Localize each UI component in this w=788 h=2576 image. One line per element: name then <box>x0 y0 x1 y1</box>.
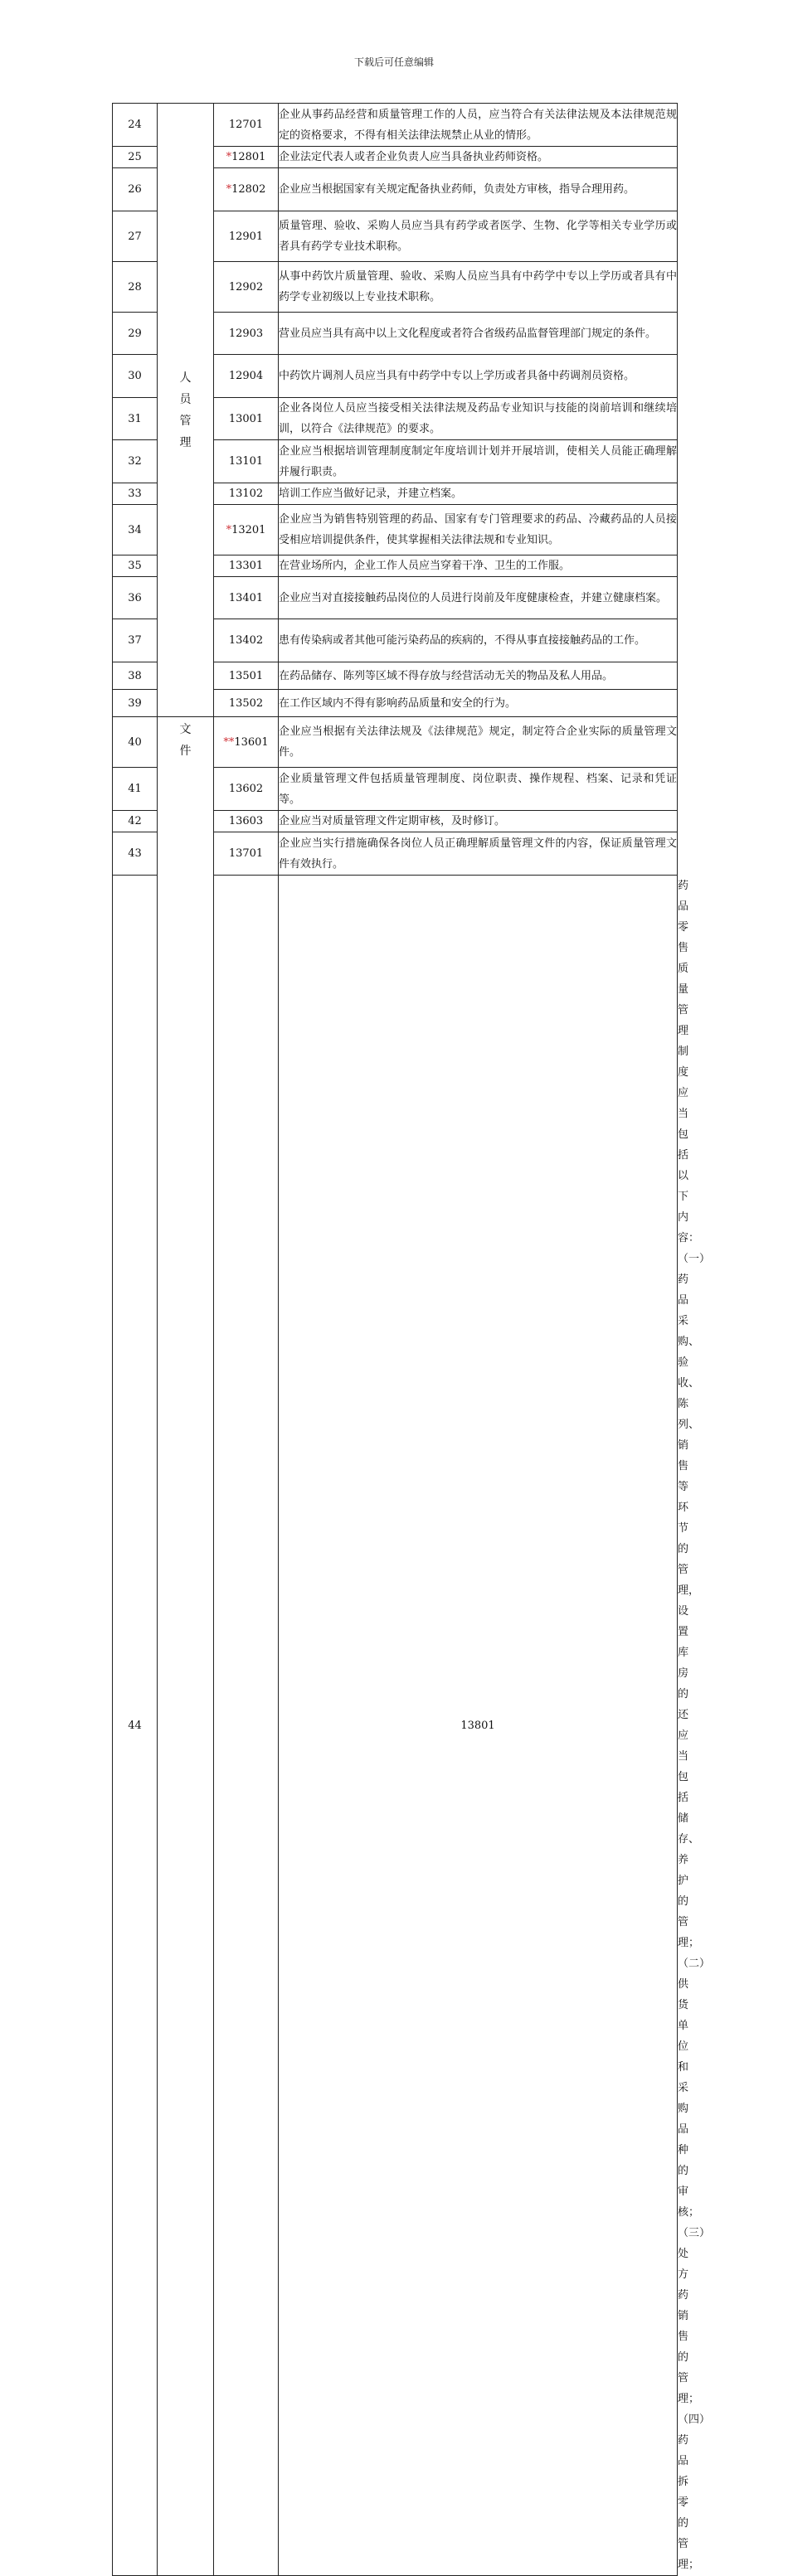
row-number: 34 <box>113 505 158 555</box>
item-code-value: 13402 <box>228 634 264 647</box>
item-description: 质量管理、验收、采购人员应当具有药学或者医学、生物、化学等相关专业学历或者具有药学专业技术职称。 <box>279 211 678 262</box>
item-code <box>214 717 279 768</box>
item-code-value: 12801 <box>231 151 266 163</box>
item-code <box>214 104 279 147</box>
item-code-value: 13603 <box>228 815 264 827</box>
row-number: 35 <box>113 555 158 577</box>
row-number: 41 <box>113 768 158 811</box>
item-code <box>214 619 279 662</box>
category-char: 理 <box>179 435 192 449</box>
item-code-value: 13801 <box>460 1719 495 1732</box>
item-code <box>214 440 279 483</box>
item-description: 企业质量管理文件包括质量管理制度、岗位职责、操作规程、档案、记录和凭证等。 <box>279 768 678 811</box>
row-number: 32 <box>113 440 158 483</box>
category-char: 管 <box>179 414 192 428</box>
item-code <box>214 577 279 619</box>
category-char: 件 <box>179 745 192 758</box>
item-code-value: 13102 <box>228 488 264 500</box>
item-description: 企业应当为销售特别管理的药品、国家有专门管理要求的药品、冷藏药品的人员接受相应培训提供条件，使其掌握相关法律法规和专业知识。 <box>279 505 678 555</box>
item-description: 营业员应当具有高中以上文化程度或者符合省级药品监督管理部门规定的条件。 <box>279 313 678 355</box>
key-item-marker: * <box>226 523 232 536</box>
item-code <box>214 811 279 832</box>
item-code <box>214 483 279 505</box>
row-number: 24 <box>113 104 158 147</box>
item-code <box>214 168 279 211</box>
page-header: 下载后可任意编辑 <box>353 56 434 68</box>
item-description: 企业应当根据国家有关规定配备执业药师，负责处方审核，指导合理用药。 <box>279 168 678 211</box>
row-number: 43 <box>113 832 158 876</box>
item-code-value: 12701 <box>228 119 264 131</box>
item-code <box>214 768 279 811</box>
row-number: 26 <box>113 168 158 211</box>
item-code-value: 13602 <box>228 783 264 795</box>
item-description: 患有传染病或者其他可能污染药品的疾病的，不得从事直接接触药品的工作。 <box>279 619 678 662</box>
table-row <box>113 717 678 768</box>
item-code <box>214 832 279 876</box>
item-code-value: 12802 <box>231 183 266 196</box>
item-code-value: 12904 <box>228 370 264 382</box>
item-code <box>214 147 279 168</box>
item-code-value: 13502 <box>228 696 264 710</box>
item-code <box>214 211 279 262</box>
table-row <box>113 104 678 147</box>
row-number: 40 <box>113 717 158 768</box>
item-code-value: 13301 <box>228 560 264 572</box>
item-description: 在营业场所内，企业工作人员应当穿着干净、卫生的工作服。 <box>279 555 678 577</box>
item-code-value: 13501 <box>228 669 264 682</box>
item-code <box>214 355 279 398</box>
item-code-value: 12903 <box>228 327 264 340</box>
row-number: 30 <box>113 355 158 398</box>
row-number: 39 <box>113 690 158 717</box>
row-number: 31 <box>113 398 158 440</box>
row-number: 42 <box>113 811 158 832</box>
row-number: 25 <box>113 147 158 168</box>
item-code <box>214 505 279 555</box>
category-char: 员 <box>179 392 192 406</box>
item-code-value: 13701 <box>228 847 264 860</box>
row-number: 27 <box>113 211 158 262</box>
item-code <box>214 262 279 313</box>
row-number: 37 <box>113 619 158 662</box>
item-code-value: 13001 <box>228 412 264 425</box>
category-char: 文 <box>179 723 192 736</box>
item-description: 企业应当根据有关法律法规及《法律规范》规定，制定符合企业实际的质量管理文件。 <box>279 717 678 768</box>
item-code <box>214 398 279 440</box>
table-row: 44 13801 药品零售质量管理制度应当包括以下内容： （一）药品采购、验收、陈列、销售等环节的管理，设置库房的还应当包括储存、养护的管理； （二）供货单位和采购品种的审核； （三）处方药销售的管理； （四）药品拆零的管理； <box>113 876 678 2576</box>
item-code-value: 13101 <box>228 455 264 468</box>
item-code-value: 13601 <box>234 735 269 749</box>
category-char: 人 <box>179 371 192 385</box>
item-code-value: 12902 <box>228 280 264 293</box>
item-description: 企业法定代表人或者企业负责人应当具备执业药师资格。 <box>279 147 678 168</box>
regulation-table <box>112 103 711 2576</box>
item-description: 企业应当对直接接触药品岗位的人员进行岗前及年度健康检查，并建立健康档案。 <box>279 577 678 619</box>
item-code <box>214 555 279 577</box>
item-code <box>214 313 279 355</box>
item-description: 企业各岗位人员应当接受相关法律法规及药品专业知识与技能的岗前培训和继续培训，以符合《法律规范》的要求。 <box>279 398 678 440</box>
key-item-marker: * <box>226 151 232 163</box>
item-description: 在药品储存、陈列等区域不得存放与经营活动无关的物品及私人用品。 <box>279 662 678 690</box>
item-code-value: 13201 <box>231 523 266 536</box>
item-description: 企业应当对质量管理文件定期审核，及时修订。 <box>279 811 678 832</box>
item-code <box>214 662 279 690</box>
category-personnel <box>158 104 214 717</box>
item-code <box>279 876 678 2576</box>
row-number: 28 <box>113 262 158 313</box>
row-number: 38 <box>113 662 158 690</box>
item-description: 企业应当实行措施确保各岗位人员正确理解质量管理文件的内容，保证质量管理文件有效执行。 <box>279 832 678 876</box>
category-documents <box>158 717 214 2576</box>
item-code-value: 12901 <box>228 230 264 243</box>
row-number: 36 <box>113 577 158 619</box>
key-item-marker: * <box>226 183 232 196</box>
row-number: 33 <box>113 483 158 505</box>
row-number: 29 <box>113 313 158 355</box>
row-number: 44 <box>113 876 158 2576</box>
item-description: 在工作区域内不得有影响药品质量和安全的行为。 <box>279 690 678 717</box>
key-item-marker: ** <box>223 735 235 749</box>
item-description: 培训工作应当做好记录，并建立档案。 <box>279 483 678 505</box>
item-code-value: 13401 <box>228 591 264 604</box>
item-description: 企业从事药品经营和质量管理工作的人员，应当符合有关法律法规及本法律规范规定的资格要求，不得有相关法律法规禁止从业的情形。 <box>279 104 678 147</box>
item-description: 企业应当根据培训管理制度制定年度培训计划并开展培训，使相关人员能正确理解并履行职责。 <box>279 440 678 483</box>
item-description: 中药饮片调剂人员应当具有中药学中专以上学历或者具备中药调剂员资格。 <box>279 355 678 398</box>
item-description: 从事中药饮片质量管理、验收、采购人员应当具有中药学中专以上学历或者具有中药学专业初级以上专业技术职称。 <box>279 262 678 313</box>
item-code <box>214 690 279 717</box>
category-empty <box>214 876 279 2576</box>
